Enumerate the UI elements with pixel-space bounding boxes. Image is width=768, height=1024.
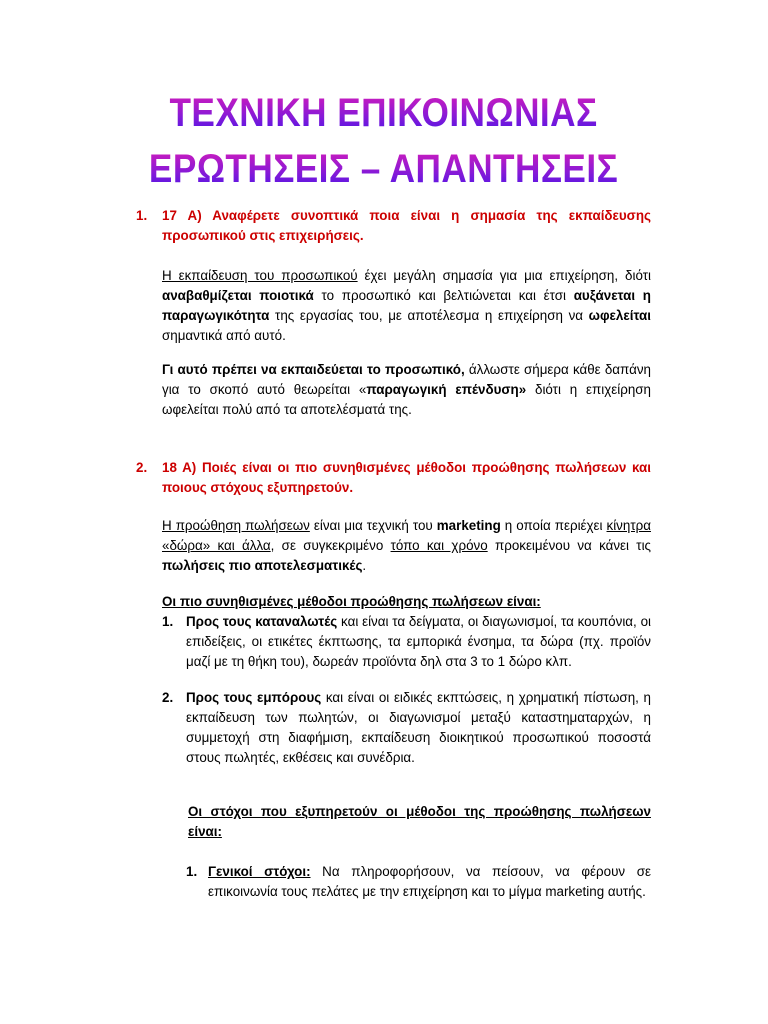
answer-1-p1-s1: Η εκπαίδευση του προσωπικού	[162, 268, 358, 283]
goal-item-1-number: 1.	[186, 864, 198, 879]
question-1-number: 1.	[136, 208, 148, 223]
answer-2-p1-s6: , σε συγκεκριμένο	[270, 538, 391, 553]
answer-2-p1-s2: είναι μια τεχνική του	[309, 518, 437, 533]
answer-2-p1-s10: .	[362, 558, 367, 573]
method-item-1-number: 1.	[162, 614, 174, 629]
answer-1-p1-s8: σημαντικά από αυτό.	[162, 328, 286, 343]
answer-1-p1-s7: ωφελείται	[588, 308, 651, 323]
answer-1-p1-s2: έχει μεγάλη σημασία για μια επιχείρηση, διότι	[357, 268, 651, 283]
answer-2-p1-s4: η οποία περιέχει	[500, 518, 607, 533]
answer-1-p1-s3: αναβαθμίζεται ποιοτικά	[162, 288, 314, 303]
goal-item-1	[186, 862, 651, 902]
answer-1-p2-s4: διότι η επιχείρηση ωφελείται πολύ από τα αποτελέσματά της.	[162, 382, 651, 417]
method-item-2-label: Προς τους εμπόρους	[186, 690, 322, 705]
goal-item-1-label: Γενικοί στόχοι:	[208, 864, 311, 879]
answer-2-paragraph-1	[162, 516, 651, 576]
document-title-line-2: ΕΡΩΤΗΣΕΙΣ – ΑΠΑΝΤΗΣΕΙΣ	[148, 147, 619, 191]
method-item-2-number: 2.	[162, 690, 174, 705]
question-1-text: 17 Α) Αναφέρετε συνοπτικά ποια είναι η σημασία της εκπαίδευσης προσωπικού στις επιχειρήσεις.	[162, 208, 651, 243]
goal-item-1-text: Να πληροφορήσουν, να πείσουν, να φέρουν σε επικοινωνία τους πελάτες με την επιχείρηση και το μίγμα marketing αυτής.	[208, 864, 651, 899]
answer-1-p1-s4: το προσωπικό και βελτιώνεται και έτσι	[313, 288, 574, 303]
answer-1-p2-s2: άλλωστε σήμερα κάθε δαπάνη για το σκοπό αυτό θεωρείται «	[162, 362, 651, 397]
question-2	[136, 458, 651, 498]
answer-1-p1-s5: αυξάνεται η παραγωγικότητα	[162, 288, 651, 323]
answer-2-p1-s3: marketing	[436, 518, 501, 533]
answer-1-p2-s1: Γι αυτό πρέπει να εκπαιδεύεται το προσωπικό,	[162, 362, 465, 377]
question-2-text: 18 Α) Ποιές είναι οι πιο συνηθισμένες μέθοδοι προώθησης πωλήσεων και ποιους στόχους εξυπηρετούν.	[162, 460, 651, 495]
method-item-1-label: Προς τους καταναλωτές	[186, 614, 338, 629]
answer-1-p2-s3: παραγωγική επένδυση»	[366, 382, 527, 397]
answer-1-paragraph-1	[162, 266, 651, 346]
method-item-1-text: και είναι τα δείγματα, οι διαγωνισμοί, τα κουπόνια, οι επιδείξεις, οι ετικέτες έκπτωσης, τα εμπορικά ένσημα, τα δώρα (πχ. προϊόν μαζί με τη θήκη του), δωρεάν προϊόντα δηλ στα 3 το 1 δώρο κλπ.	[186, 614, 651, 669]
question-1	[136, 206, 651, 246]
method-item-2-text: και είναι οι ειδικές εκπτώσεις, η χρηματική πίστωση, η εκπαίδευση των πωλητών, οι διαγωνισμοί μεταξύ καταστηματαρχών, η συμμετοχή στη διαφήμιση, εκπαίδευση διοικητικού προσωπικού ποσοστά στους πωλητές, εκθέσεις και συνέδρια.	[186, 690, 651, 765]
answer-2-p1-s9: πωλήσεις πιο αποτελεσματικές	[162, 558, 363, 573]
document-title-line-1: ΤΕΧΝΙΚΗ ΕΠΙΚΟΙΝΩΝΙΑΣ	[169, 91, 598, 135]
methods-heading: Οι πιο συνηθισμένες μέθοδοι προώθησης πωλήσεων είναι:	[162, 594, 541, 609]
question-2-number: 2.	[136, 460, 148, 475]
answer-2-p1-s8: προκειμένου να κάνει τις	[487, 538, 651, 553]
method-item-2	[162, 688, 651, 768]
answer-1-paragraph-2	[162, 360, 651, 420]
answer-2-p1-s1: Η προώθηση πωλήσεων	[162, 518, 310, 533]
answer-1-p1-s6: της εργασίας του, με αποτέλεσμα η επιχείρηση να	[269, 308, 589, 323]
answer-2-p1-s7: τόπο και χρόνο	[390, 538, 488, 553]
goals-heading: Οι στόχοι που εξυπηρετούν οι μέθοδοι της προώθησης πωλήσεων είναι:	[188, 804, 651, 839]
method-item-1	[162, 612, 651, 672]
answer-2-p1-s5: κίνητρα «δώρα» και άλλα	[162, 518, 651, 553]
